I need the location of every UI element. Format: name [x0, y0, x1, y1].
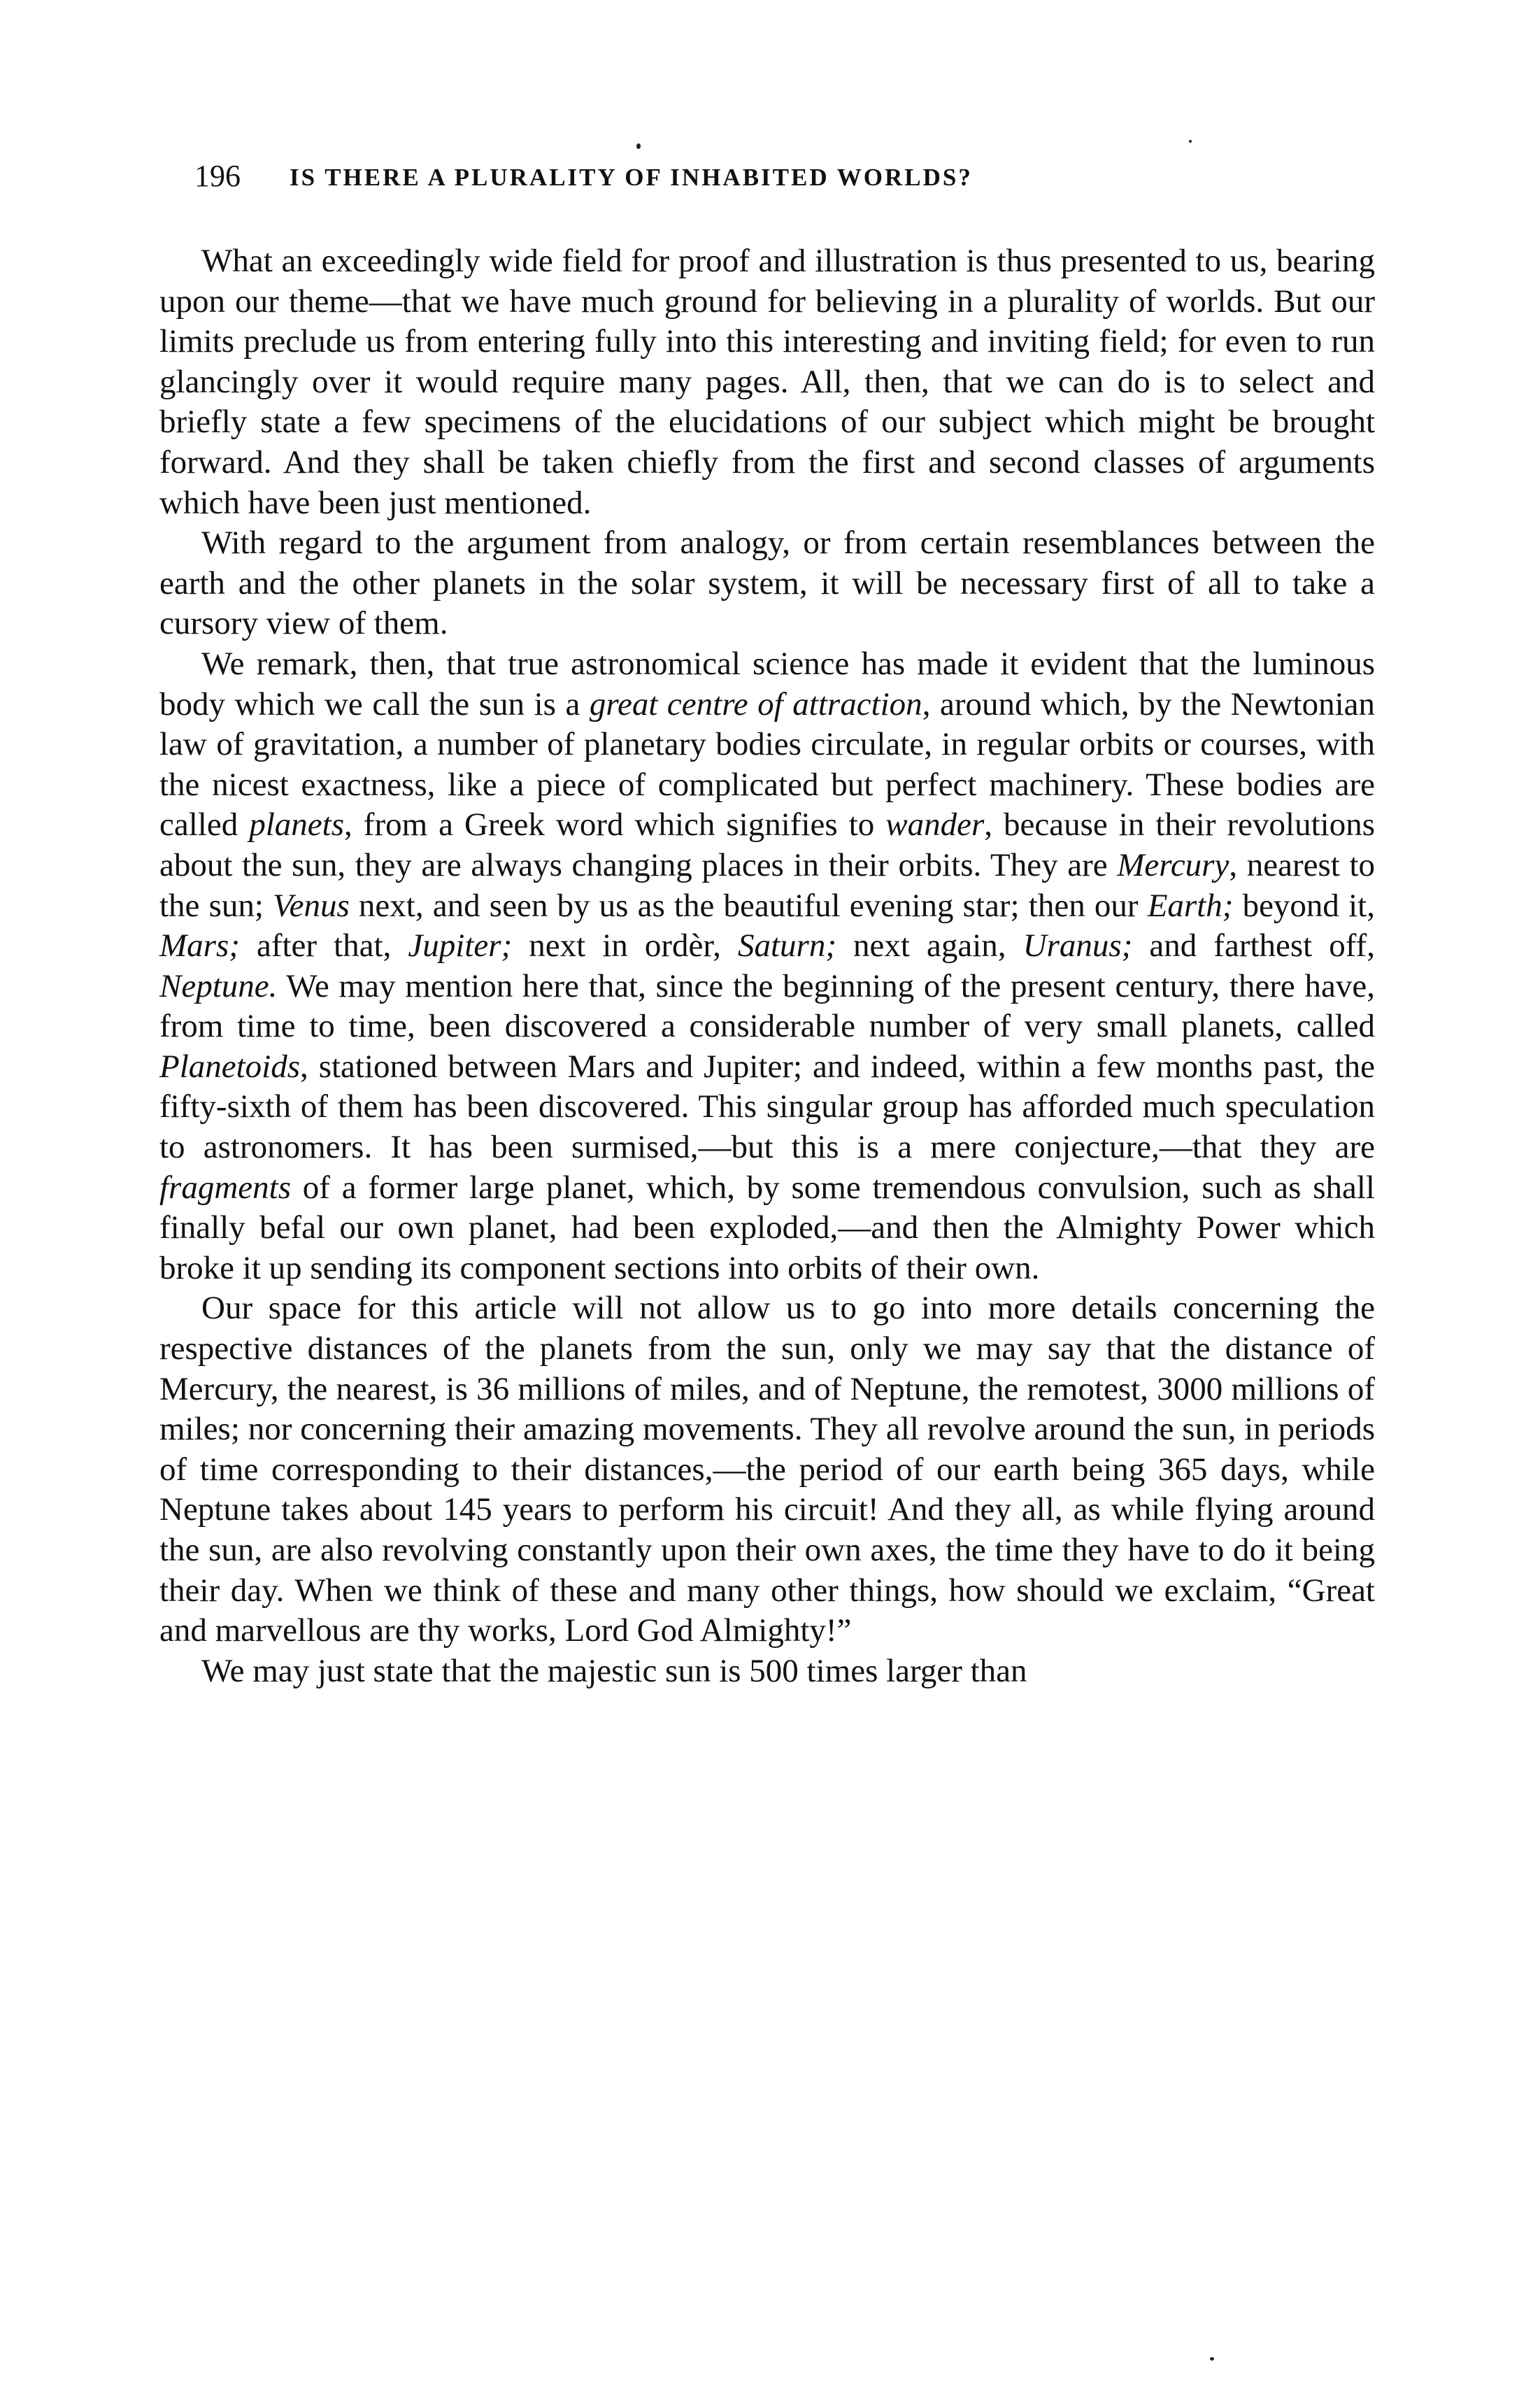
print-speck — [1189, 140, 1192, 143]
text-run: after that, — [239, 927, 408, 965]
italic-term: great centre of attraction — [589, 685, 922, 723]
paragraph — [159, 1288, 1375, 1651]
italic-term: Jupiter; — [408, 927, 513, 965]
running-title: IS THERE A PLURALITY OF INHABITED WORLDS? — [290, 164, 973, 191]
italic-term: Planetoids — [159, 1048, 301, 1085]
italic-term: Mercury — [1117, 846, 1229, 883]
text-run: We remark, then, that true astronomical science has made it evident that the luminous body which we call the sun is a — [159, 645, 1375, 723]
text-run: What an exceedingly wide field for proof and illustration is thus presented to us, bearing upon our theme—that we have much ground for believing in a plurality of worlds. But our limits preclude us from entering fully into this interesting and inviting field; for even to run glancingly over it would require many pages. All, then, that we can do is to select and briefly state a few specimens of the elucidations of our subject which might be brought forward. And they shall be taken chiefly from the first and second classes of arguments which have been just mentioned. — [159, 243, 1375, 521]
italic-term: Earth; — [1147, 887, 1234, 924]
italic-term: Uranus; — [1022, 927, 1133, 965]
italic-term: Venus — [273, 887, 350, 924]
text-run: next, and seen by us as the beautiful evening star; then our — [349, 887, 1148, 924]
italic-term: Neptune. — [159, 967, 278, 1004]
text-run: next in ordèr, — [512, 927, 738, 965]
paragraph — [159, 523, 1375, 644]
text-run: , because in their revolutions about the sun, they are always changing places in their orbits. They are — [159, 806, 1375, 883]
text-run: and farthest off, — [1132, 927, 1376, 965]
text-run: , nearest to the sun; — [159, 846, 1376, 924]
text-run: , from a Greek word which signifies to — [344, 806, 886, 844]
text-run: of a former large planet, which, by some tremendous convulsion, such as shall finally befal our own planet, had been exploded,—and then the Almighty Power which broke it up sending its component sections into orbits of their own. — [159, 1169, 1375, 1286]
print-speck — [636, 143, 641, 149]
text-run: Our space for this article will not allow us to go into more details concerning the respective distances of the planets from the sun, only we may say that the distance of Mercury, the nearest, is 36 millions of miles, and of Neptune, the remotest, 3000 millions of miles; nor concerning their amazing movements. They all revolve around the sun, in periods of time corresponding to their distances,—the period of our earth being 365 days, while Neptune takes about 145 years to perform his circuit! And they all, as while flying around the sun, are also revolving constantly upon their own axes, the time they have to do it being their day. When we think of these and many other things, how should we exclaim, “Great and marvellous are thy works, Lord God Almighty!” — [159, 1290, 1375, 1649]
paragraph — [159, 241, 1375, 523]
text-run: beyond it, — [1233, 887, 1375, 924]
italic-term: fragments — [159, 1169, 291, 1206]
paragraph — [159, 1651, 1375, 1692]
text-run: We may mention here that, since the beginning of the present century, there have, from time to time, been discovered a considerable number of very small planets, called — [159, 967, 1375, 1045]
paragraph — [159, 644, 1375, 1289]
text-run: , around which, by the Newtonian law of gravitation, a number of planetary bodies circulate, in regular orbits or courses, with the nicest exactness, like a piece of complicated but perfect machinery. These bodies are called — [159, 685, 1375, 844]
body-text — [159, 241, 1375, 1691]
italic-term: wander — [885, 806, 985, 844]
text-run: next again, — [836, 927, 1023, 965]
text-run: , stationed between Mars and Jupiter; and indeed, within a few months past, the fifty-sixth of them has been discovered. This singular group has afforded much speculation to astronomers. It has been surmised,—but this is a mere conjecture,—that they are — [159, 1048, 1375, 1166]
text-run: We may just state that the majestic sun is 500 times larger than — [201, 1652, 1027, 1689]
italic-term: Mars; — [159, 927, 240, 965]
page-number: 196 — [194, 159, 241, 193]
italic-term: planets — [249, 806, 345, 844]
italic-term: Saturn; — [737, 927, 836, 965]
page-header — [194, 155, 1397, 204]
print-speck — [1210, 2357, 1214, 2361]
text-run: With regard to the argument from analogy, or from certain resemblances between the earth and the other planets in the solar system, it will be necessary first of all to take a cursory view of them. — [159, 525, 1375, 642]
